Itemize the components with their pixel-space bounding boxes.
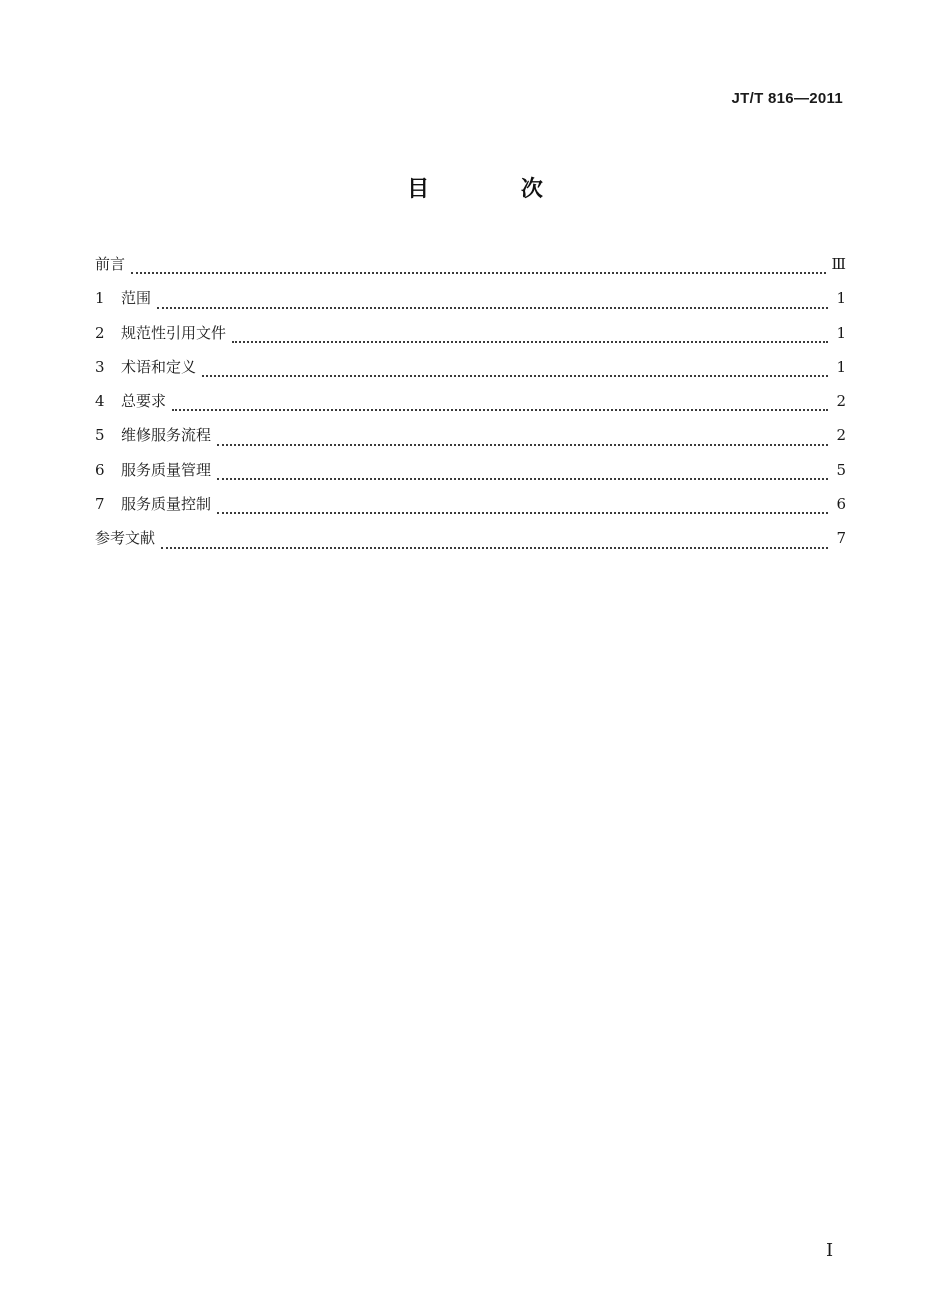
- toc-entry-terms-definitions[interactable]: [95, 355, 846, 389]
- dot-leader: [217, 442, 828, 446]
- toc-entry-label: 维修服务流程: [121, 426, 212, 445]
- toc-entry-label: 前言: [95, 255, 126, 273]
- toc-entry-label: 参考文献: [95, 529, 156, 548]
- toc-entry-label: 范围: [121, 289, 152, 308]
- toc-entry-label: 规范性引用文件: [121, 323, 227, 342]
- page-title: 目 次: [407, 177, 585, 202]
- dot-leader: [232, 339, 828, 343]
- standard-code: JT/T 816—2011: [731, 90, 843, 107]
- dot-leader: [161, 545, 828, 549]
- toc-entry-label: 术语和定义: [121, 357, 197, 376]
- toc-entry-foreword[interactable]: [95, 252, 846, 286]
- dot-leader: [217, 510, 828, 514]
- toc-entry-page: 5: [836, 460, 846, 479]
- toc-entry-page: 1: [836, 323, 846, 342]
- toc-entry-quality-management[interactable]: [95, 458, 846, 492]
- dot-leader: [131, 270, 826, 274]
- toc-entry-bibliography[interactable]: [95, 526, 846, 560]
- toc-entry-page: 6: [836, 495, 846, 514]
- dot-leader: [217, 476, 828, 480]
- toc-entry-page: 2: [836, 392, 846, 411]
- table-of-contents: [95, 252, 846, 561]
- toc-entry-normative-references[interactable]: [95, 321, 846, 355]
- toc-entry-number: 2: [95, 323, 105, 342]
- dot-leader: [202, 373, 828, 377]
- toc-entry-scope[interactable]: [95, 286, 846, 320]
- toc-entry-number: 7: [95, 495, 105, 514]
- toc-entry-page: 1: [836, 357, 846, 376]
- toc-entry-page: Ⅲ: [831, 255, 846, 273]
- toc-entry-label: 服务质量管理: [121, 460, 212, 479]
- toc-entry-page: 2: [836, 426, 846, 445]
- toc-entry-page: 1: [836, 289, 846, 308]
- toc-entry-number: 1: [95, 289, 105, 308]
- toc-entry-quality-control[interactable]: [95, 492, 846, 526]
- page-number: I: [826, 1240, 834, 1261]
- toc-entry-page: 7: [836, 529, 846, 548]
- toc-entry-number: 4: [95, 392, 105, 411]
- toc-entry-number: 3: [95, 357, 105, 376]
- toc-entry-label: 总要求: [121, 392, 167, 411]
- toc-entry-number: 6: [95, 460, 105, 479]
- toc-entry-label: 服务质量控制: [121, 495, 212, 514]
- dot-leader: [157, 305, 828, 309]
- dot-leader: [172, 407, 828, 411]
- toc-entry-number: 5: [95, 426, 105, 445]
- toc-entry-general-requirements[interactable]: [95, 389, 846, 423]
- toc-entry-maintenance-process[interactable]: [95, 423, 846, 457]
